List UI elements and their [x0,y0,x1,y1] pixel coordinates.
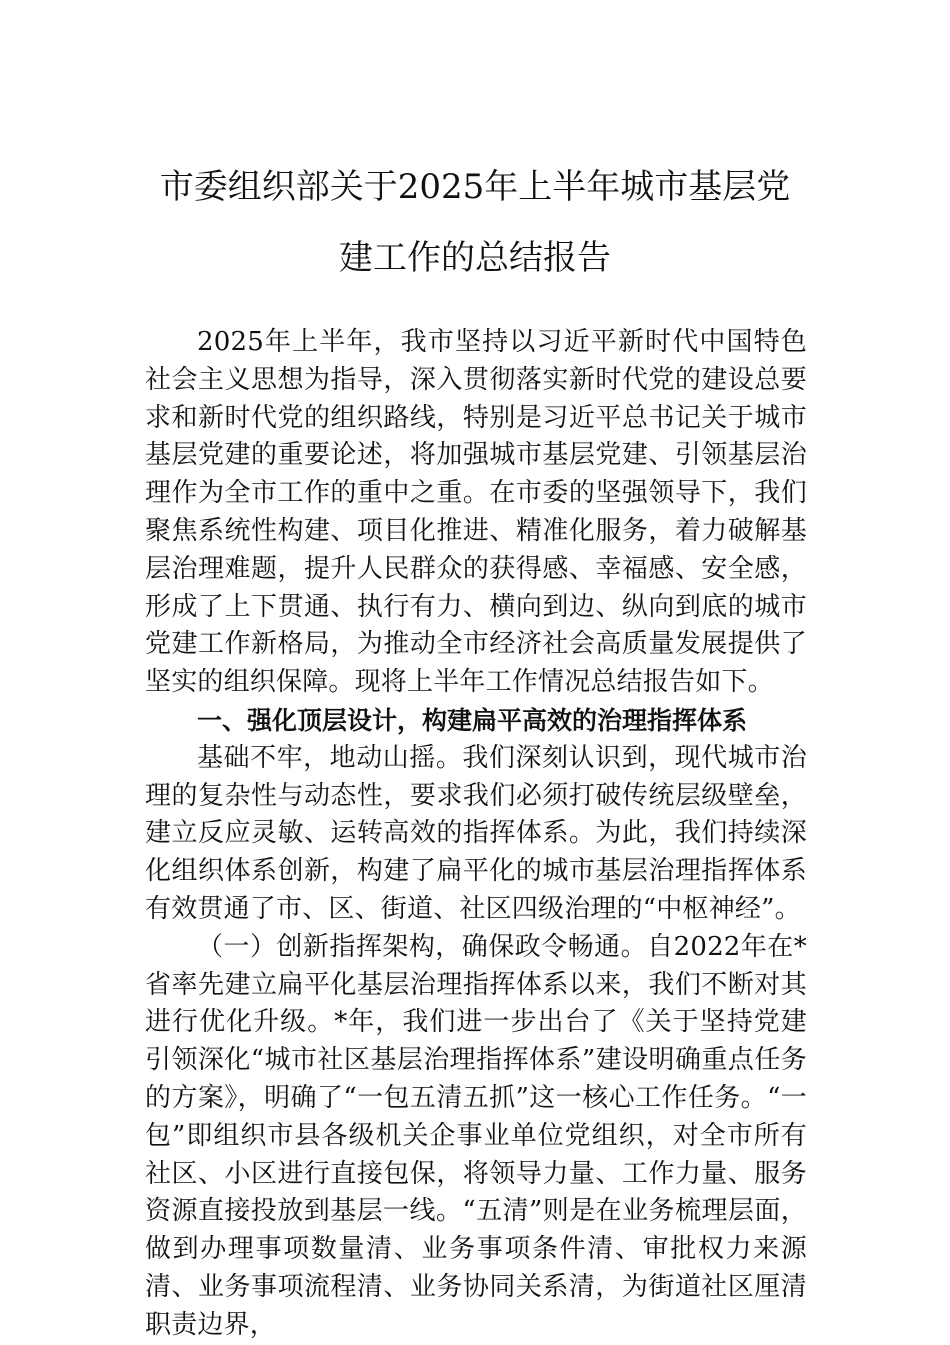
intro-paragraph: 2025年上半年，我市坚持以习近平新时代中国特色社会主义思想为指导，深入贯彻落实新时代党的建设总要求和新时代党的组织路线，特别是习近平总书记关于城市基层党建的重要论述，将加强城市基层党建、引领基层治理作为全市工作的重中之重。在市委的坚强领导下，我们聚焦系统性构建、项目化推进、精准化服务，着力破解基层治理难题，提升人民群众的获得感、幸福感、安全感，形成了上下贯通、执行有力、横向到边、纵向到底的城市党建工作新格局，为推动全市经济社会高质量发展提供了坚实的组织保障。现将上半年工作情况总结报告如下。 [145,327,807,698]
subsection-1-heading: （一）创新指挥架构，确保政令畅通。 [197,931,648,962]
section-1-paragraph: 基础不牢，地动山摇。我们深刻认识到，现代城市治理的复杂性与动态性，要求我们必须打破传统层级壁垒，建立反应灵敏、运转高效的指挥体系。为此，我们持续深化组织体系创新，构建了扁平化的城市基层治理指挥体系有效贯通了市、区、街道、社区四级治理的“中枢神经”。 [145,742,807,924]
section-1-heading: 一、强化顶层设计，构建扁平高效的治理指挥体系 [197,705,748,735]
document-body [145,324,807,1345]
subsection-1-paragraph [145,929,807,1345]
subsection-1-text: 自2022年在*省率先建立扁平化基层治理指挥体系以来，我们不断对其进行优化升级。*年，我们进一步出台了《关于坚持党建引领深化“城市社区基层治理指挥体系”建设明确重点任务的方案》，明确了“一包五清五抓”这一核心工作任务。“一包”即组织市县各级机关企事业单位党组织，对全市所有社区、小区进行直接包保，将领导力量、工作力量、服务资源直接投放到基层一线。“五清”则是在业务梳理层面，做到办理事项数量清、业务事项条件清、审批权力来源清、业务事项流程清、业务协同关系清，为街道社区厘清职责边界， [145,931,807,1340]
document-title-line-2: 建工作的总结报告 [339,238,611,278]
document-title-line-1: 市委组织部关于2025年上半年城市基层党 [159,167,791,207]
